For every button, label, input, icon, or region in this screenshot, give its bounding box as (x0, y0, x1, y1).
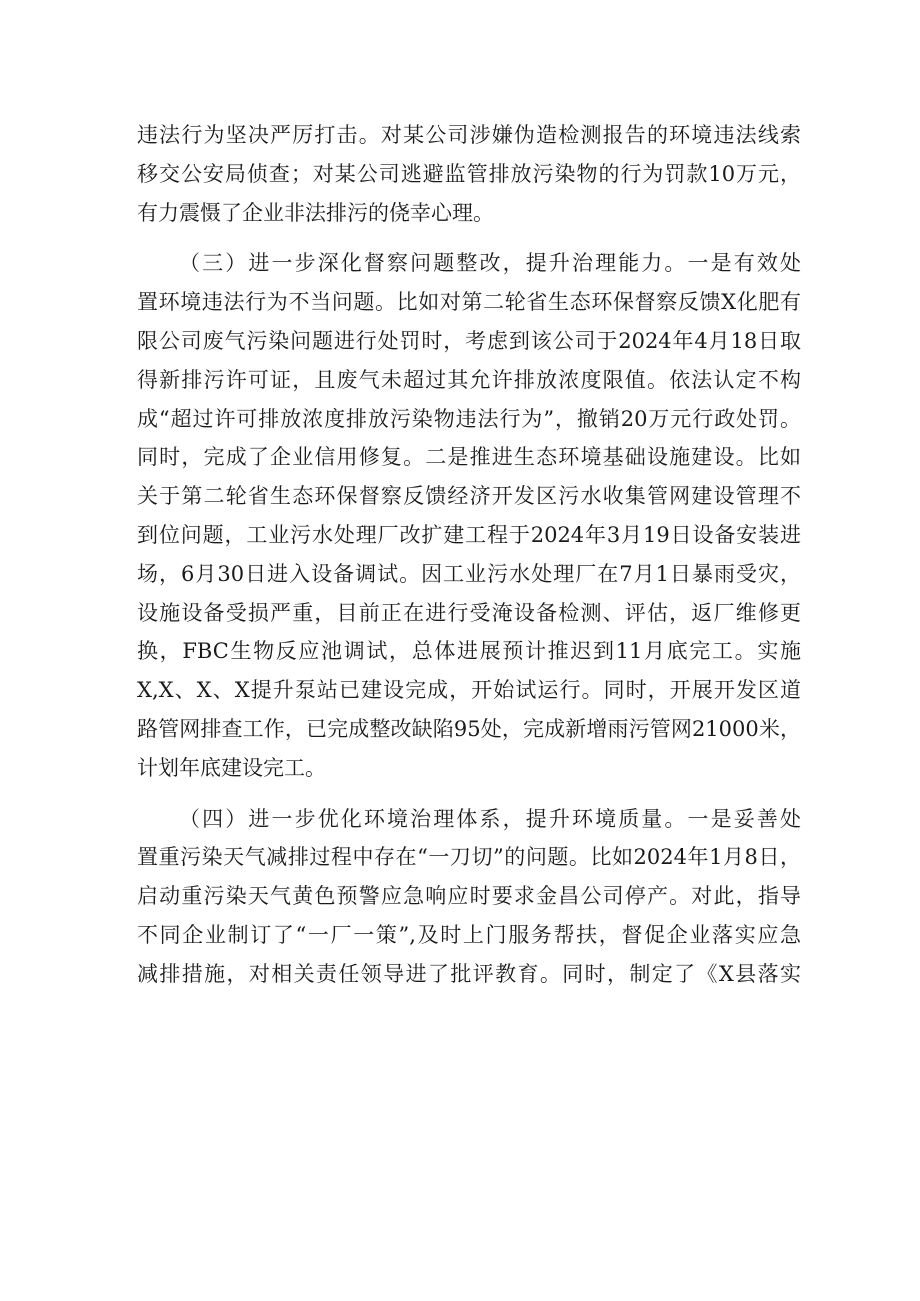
paragraph-line: 不同企业制订了“一厂一策”,及时上门服务帮扶，督促企业落实应急 (137, 922, 801, 947)
paragraph-line: 置重污染天气减排过程中存在“一刀切”的问题。比如2024年1月8日， (137, 845, 801, 870)
paragraph-line: （四）进一步优化环境治理体系，提升环境质量。一是妥善处 (179, 806, 801, 831)
paragraph-line: 限公司废气污染问题进行处罚时，考虑到该公司于2024年4月18日取 (137, 328, 801, 353)
paragraph-line: 违法行为坚决严厉打击。对某公司涉嫌伪造检测报告的环境违法线索 (137, 123, 801, 147)
paragraph-line: 成“超过许可排放浓度排放污染物违法行为”，撤销20万元行政处罚。 (137, 406, 801, 431)
paragraph-3 (137, 800, 801, 994)
paragraph-1 (137, 116, 801, 232)
paragraph-line: 得新排污许可证，且废气未超过其允许排放浓度限值。依法认定不构 (137, 367, 801, 392)
paragraph-line: 同时，完成了企业信用修复。二是推进生态环境基础设施建设。比如 (137, 445, 801, 470)
paragraph-line: 计划年底建设完工。 (137, 755, 326, 780)
paragraph-line: （三）进一步深化督察问题整改，提升治理能力。一是有效处 (179, 251, 801, 276)
paragraph-line: 设施设备受损严重，目前正在进行受淹设备检测、评估，返厂维修更 (137, 600, 801, 625)
paragraph-line: 减排措施，对相关责任领导进了批评教育。同时，制定了《X县落实 (137, 961, 801, 986)
paragraph-line: 移交公安局侦查；对某公司逃避监管排放污染物的行为罚款10万元， (137, 161, 801, 186)
paragraph-line: X,X、X、X提升泵站已建设完成，开始试运行。同时，开展开发区道 (137, 678, 801, 703)
document-body (137, 116, 801, 994)
paragraph-line: 换，FBC生物反应池调试，总体进展预计推迟到11月底完工。实施 (137, 639, 801, 664)
paragraph-gap (137, 232, 801, 244)
paragraph-line: 到位问题，工业污水处理厂改扩建工程于2024年3月19日设备安装进 (137, 522, 801, 547)
paragraph-line: 路管网排查工作，已完成整改缺陷95处，完成新增雨污管网21000米， (137, 716, 801, 741)
paragraph-gap (137, 788, 801, 800)
paragraph-line: 场，6月30日进入设备调试。因工业污水处理厂在7月1日暴雨受灾， (137, 561, 801, 586)
paragraph-line: 有力震慑了企业非法排污的侥幸心理。 (137, 200, 494, 225)
paragraph-2 (137, 244, 801, 787)
paragraph-line: 启动重污染天气黄色预警应急响应时要求金昌公司停产。对此，指导 (137, 884, 801, 909)
paragraph-line: 置环境违法行为不当问题。比如对第二轮省生态环保督察反馈X化肥有 (137, 290, 801, 315)
paragraph-line: 关于第二轮省生态环保督察反馈经济开发区污水收集管网建设管理不 (137, 484, 801, 509)
